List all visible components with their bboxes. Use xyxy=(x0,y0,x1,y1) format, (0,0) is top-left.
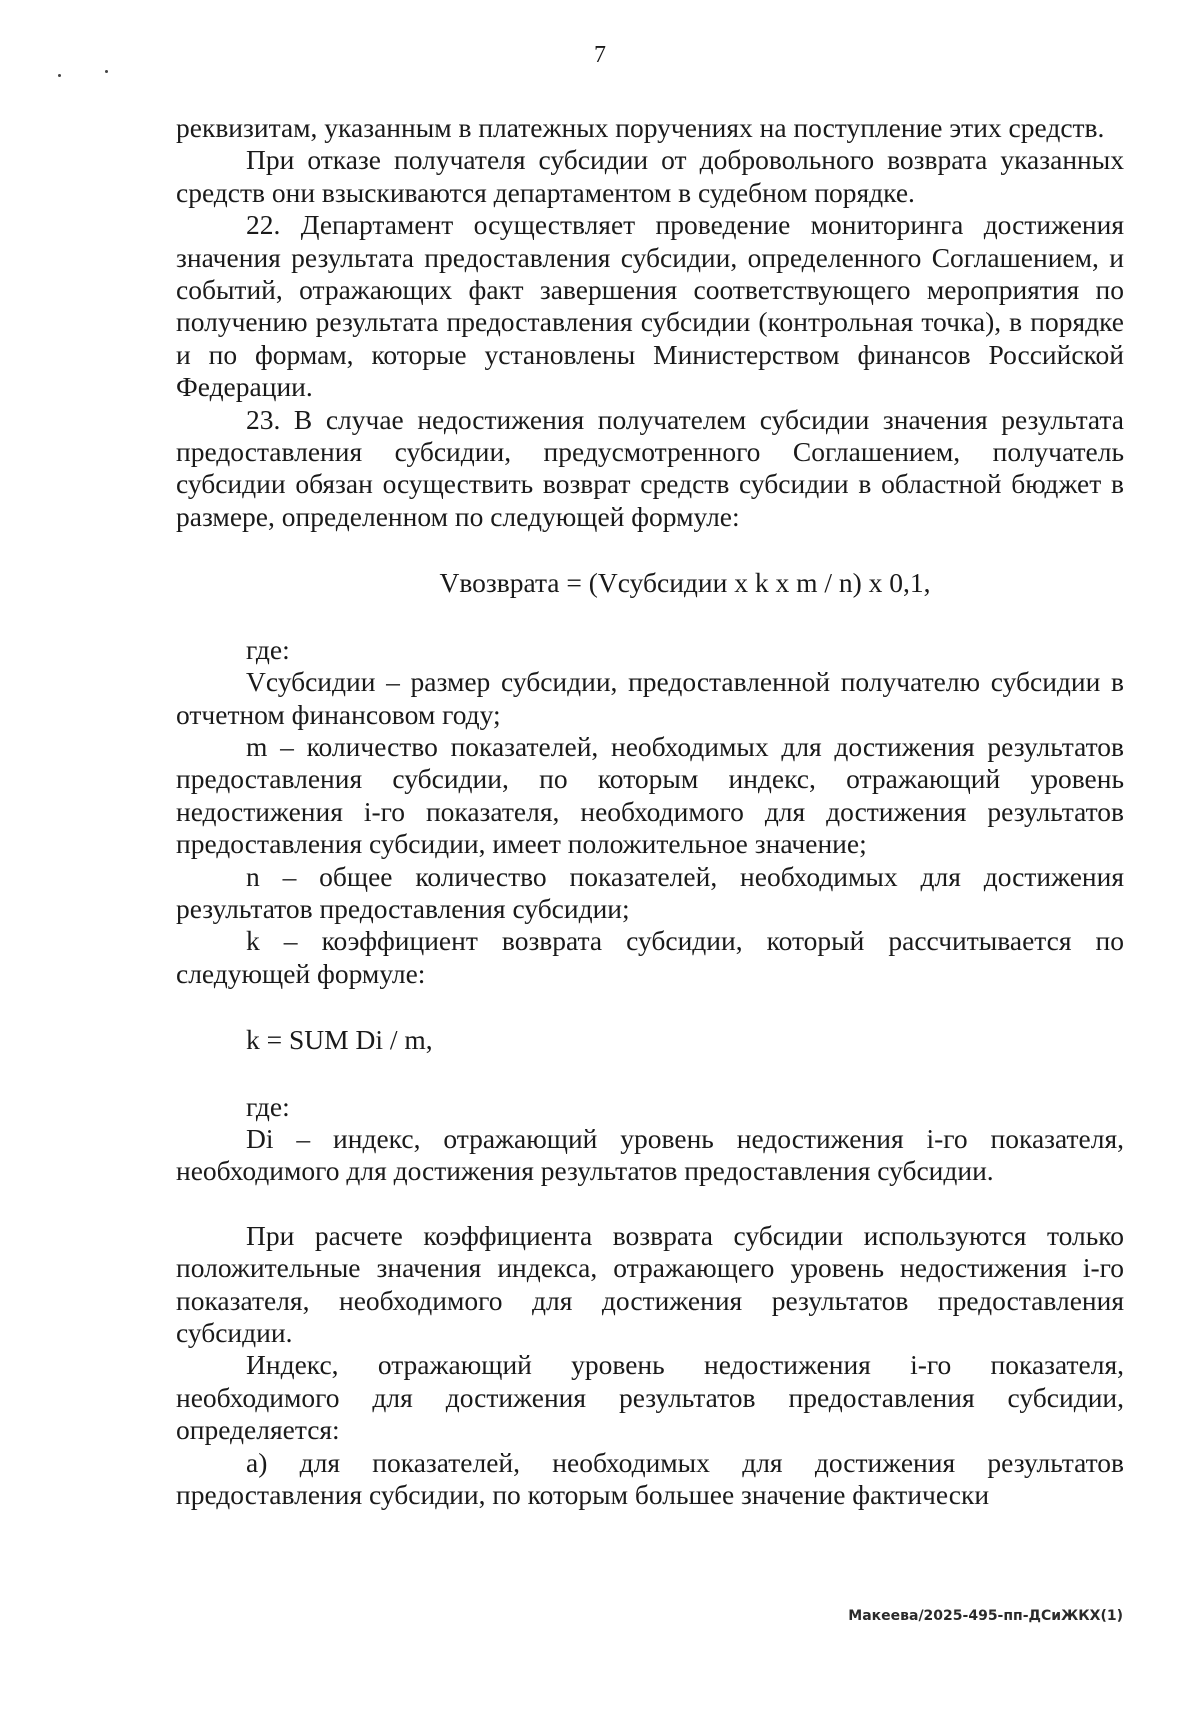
document-body xyxy=(176,112,1124,1511)
where-label: где: xyxy=(246,633,290,665)
paragraph-requisites: реквизитам, указанным в платежных поручениях на поступление этих средств. xyxy=(176,112,1105,143)
formula-return-volume: Vвозврата = (Vсубсидии x k x m / n) x 0,1, xyxy=(439,567,931,599)
definition-m: m – количество показателей, необходимых для достижения результатов предоставления субсидии, по которым индекс, отражающий уровень недостижения i-го показателя, необходимого для достижения результатов предоставления субсидии, имеет положительное значение; xyxy=(176,730,1124,860)
definition-v-subsidy: Vсубсидии – размер субсидии, предоставленной получателю субсидии в отчетном финансовом году; xyxy=(176,666,1124,730)
paragraph-index-definition: Индекс, отражающий уровень недостижения i-го показателя, необходимого для достижения результатов предоставления субсидии, определяется: xyxy=(176,1349,1124,1446)
definition-k: k – коэффициент возврата субсидии, который рассчитывается по следующей формуле: xyxy=(176,925,1124,989)
paragraph-23-return: 23. В случае недостижения получателем субсидии значения результата предоставления субсидии, предусмотренного Соглашением, получатель субсидии обязан осуществить возврат средств субсидии в областной бюджет в размере, определенном по следующей формуле: xyxy=(176,403,1124,532)
document-registration-code: Макеева/2025-495-пп-ДСиЖКХ(1) xyxy=(848,1608,1123,1624)
paragraph-22-monitoring: 22. Департамент осуществляет проведение мониторинга достижения значения результата предоставления субсидии, определенного Соглашением, и событий, отражающих факт завершения соответствующего мероприятия по получению результата предоставления субсидии (контрольная точка), в порядке и по формам, которые установлены Министерством финансов Российской Федерации. xyxy=(176,209,1124,403)
paragraph-coefficient-calculation: При расчете коэффициента возврата субсидии используются только положительные значения индекса, отражающего уровень недостижения i-го показателя, необходимого для достижения результатов предоставления субсидии. xyxy=(176,1219,1124,1348)
scan-speck xyxy=(58,74,61,77)
where-label: где: xyxy=(246,1090,290,1122)
definition-n: n – общее количество показателей, необходимых для достижения результатов предоставления субсидии; xyxy=(176,860,1124,924)
formula-k: k = SUM Di / m, xyxy=(246,1024,433,1056)
scan-speck xyxy=(105,70,108,73)
paragraph-refusal: При отказе получателя субсидии от добровольного возврата указанных средств они взыскиваются департаментом в судебном порядке. xyxy=(176,144,1124,208)
page-number: 7 xyxy=(594,42,606,68)
paragraph-item-a: а) для показателей, необходимых для достижения результатов предоставления субсидии, по которым большее значение фактически xyxy=(176,1446,1124,1511)
definition-di: Di – индекс, отражающий уровень недостижения i-го показателя, необходимого для достижения результатов предоставления субсидии. xyxy=(176,1122,1124,1187)
